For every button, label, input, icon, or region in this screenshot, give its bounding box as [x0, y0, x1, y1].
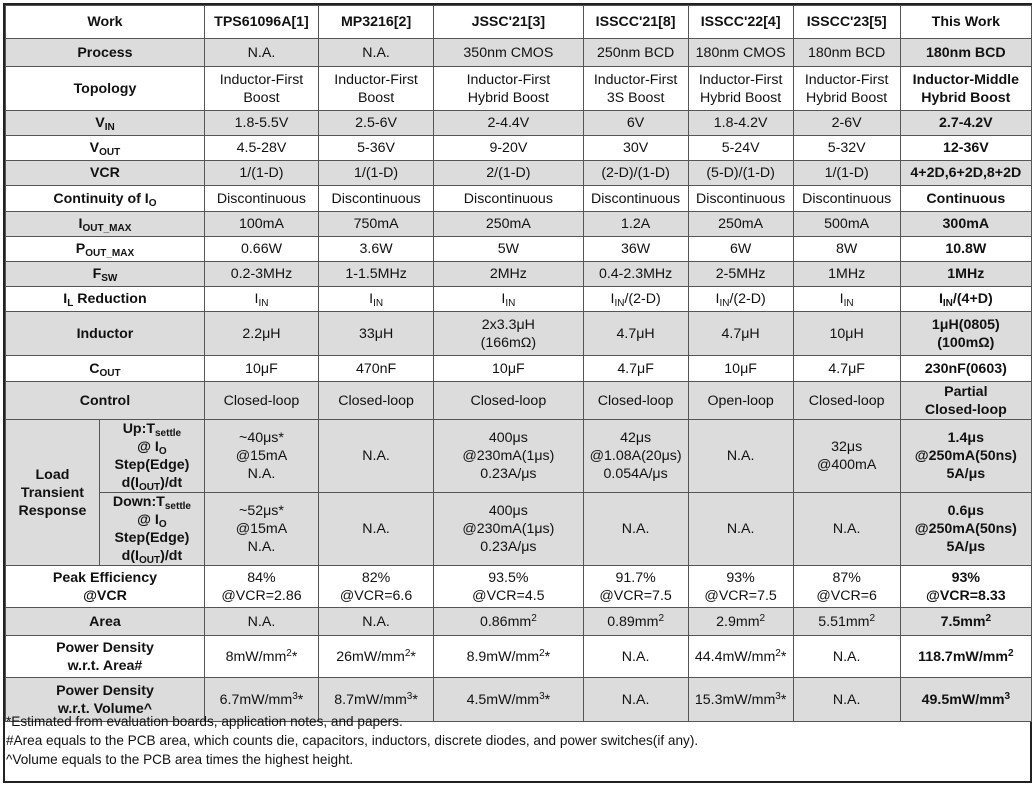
data-cell: 400μs @230mA(1μs) 0.23A/μs [434, 493, 583, 566]
data-cell: Closed-loop [434, 382, 583, 420]
superscript: 2 [531, 612, 537, 624]
data-cell: $I_{IN}$ [434, 287, 583, 312]
data-cell: 42μs @1.08A(20μs) 0.054A/μs [583, 420, 688, 493]
data-cell: $I_{IN}$ [793, 287, 900, 312]
superscript: 2 [539, 647, 545, 659]
data-cell: 470nF [319, 356, 434, 382]
data-cell: N.A. [204, 39, 318, 67]
subscript: IN [719, 298, 730, 309]
data-cell: 93% @VCR=7.5 [688, 566, 793, 608]
data-cell: 350nm CMOS [434, 39, 583, 67]
data-cell: Inductor-First Hybrid Boost [434, 67, 583, 111]
data-cell: 2-5MHz [688, 262, 793, 287]
row-label: Area [6, 608, 205, 636]
subscript: OUT [139, 555, 161, 566]
data-cell: N.A. [688, 493, 793, 566]
header-col: ISSCC'21[8] [583, 6, 688, 39]
data-cell: (2-D)/(1-D) [583, 161, 688, 186]
this-work-cell: Continuous [900, 186, 1031, 212]
superscript: 3 [1004, 690, 1010, 702]
data-cell: 9-20V [434, 136, 583, 161]
row-label: $V_{OUT}$ [6, 136, 205, 161]
data-cell: Inductor-First Hybrid Boost [688, 67, 793, 111]
header-col: This Work [900, 6, 1031, 39]
data-cell: ~40μs* @15mA N.A. [204, 420, 318, 493]
data-cell: $0.89mm^2$ [583, 608, 688, 636]
header-col: ISSCC'23[5] [793, 6, 900, 39]
this-work-cell: Inductor-Middle Hybrid Boost [900, 67, 1031, 111]
subscript: IN [104, 122, 115, 133]
superscript: 3 [539, 690, 545, 702]
data-cell: Discontinuous [793, 186, 900, 212]
data-cell: 33μH [319, 312, 434, 356]
data-cell: 1.8-4.2V [688, 111, 793, 136]
row-iout-max [6, 212, 1032, 237]
data-cell: 30V [583, 136, 688, 161]
data-cell: 10μF [204, 356, 318, 382]
data-cell: 4.7μF [793, 356, 900, 382]
data-cell: N.A. [793, 493, 900, 566]
row-label: Power Density w.r.t. Area# [6, 636, 205, 678]
header-work: Work [6, 6, 205, 39]
comparison-table [5, 5, 1032, 722]
this-work-cell: 2.7-4.2V [900, 111, 1031, 136]
header-col: JSSC'21[3] [434, 6, 583, 39]
data-cell: 0.2-3MHz [204, 262, 318, 287]
superscript: 2 [775, 647, 781, 659]
data-cell: $8.7mW/mm^3*$ [319, 678, 434, 722]
data-cell: $0.86mm^2$ [434, 608, 583, 636]
data-cell: 1-1.5MHz [319, 262, 434, 287]
subscript: IN [843, 298, 854, 309]
data-cell: $44.4mW/mm^2*$ [688, 636, 793, 678]
data-cell: 500mA [793, 212, 900, 237]
data-cell: Inductor-First 3S Boost [583, 67, 688, 111]
data-cell: Discontinuous [688, 186, 793, 212]
footnotes [6, 712, 698, 769]
row-inductor [6, 312, 1032, 356]
subscript: OUT_MAX [82, 223, 132, 234]
superscript: 2 [404, 647, 411, 659]
row-label: $P_{OUT\_MAX}$ [6, 237, 205, 262]
data-cell: 2.5-6V [319, 111, 434, 136]
data-cell: Inductor-First Boost [319, 67, 434, 111]
data-cell: (5-D)/(1-D) [688, 161, 793, 186]
this-work-cell: 180nm BCD [900, 39, 1031, 67]
data-cell: 87% @VCR=6 [793, 566, 900, 608]
subscript: IN [942, 298, 953, 309]
row-label: Topology [6, 67, 205, 111]
data-cell: N.A. [583, 636, 688, 678]
row-pout-max [6, 237, 1032, 262]
this-work-cell: 4+2D,6+2D,8+2D [900, 161, 1031, 186]
header-col: ISSCC'22[4] [688, 6, 793, 39]
data-cell: $I_{IN}$ [204, 287, 318, 312]
data-cell: $I_{IN}/(2-D)$ [583, 287, 688, 312]
this-work-cell: $7.5mm^2$ [900, 608, 1031, 636]
this-work-cell: Partial Closed-loop [900, 382, 1031, 420]
data-cell: N.A. [319, 608, 434, 636]
data-cell: N.A. [688, 420, 793, 493]
row-process [6, 39, 1032, 67]
data-cell: N.A. [204, 608, 318, 636]
this-work-cell: 12-36V [900, 136, 1031, 161]
data-cell: N.A. [793, 678, 900, 722]
data-cell: $6.7mW/mm^3*$ [204, 678, 318, 722]
row-label: $F_{SW}$ [6, 262, 205, 287]
superscript: 2 [759, 612, 766, 624]
superscript: 2 [1008, 647, 1014, 659]
row-cout [6, 356, 1032, 382]
this-work-cell: 1.4μs @250mA(50ns) 5A/μs [900, 420, 1031, 493]
data-cell: 4.7μF [583, 356, 688, 382]
data-cell: 250nm BCD [583, 39, 688, 67]
data-cell: Discontinuous [583, 186, 688, 212]
subscript: O [158, 446, 167, 457]
data-cell: 2-4.4V [434, 111, 583, 136]
data-cell: Open-loop [688, 382, 793, 420]
data-cell: 180nm BCD [793, 39, 900, 67]
subscript: O [148, 197, 157, 209]
data-cell: N.A. [319, 493, 434, 566]
subscript: IN [614, 298, 625, 309]
data-cell: 4.5-28V [204, 136, 318, 161]
data-cell: $4.5mW/mm^3*$ [434, 678, 583, 722]
superscript: 2 [985, 612, 992, 624]
data-cell: Closed-loop [204, 382, 318, 420]
footnote-estimated: *Estimated from evaluation boards, application notes, and papers. [6, 714, 403, 729]
data-cell: $15.3mW/mm^3*$ [688, 678, 793, 722]
data-cell: 10μH [793, 312, 900, 356]
data-cell: N.A. [319, 420, 434, 493]
load-transient-group-label: Load Transient Response [6, 420, 100, 566]
this-work-cell: 93% @VCR=8.33 [900, 566, 1031, 608]
data-cell: 180nm CMOS [688, 39, 793, 67]
data-cell: $8.9mW/mm^2*$ [434, 636, 583, 678]
superscript: 3 [775, 690, 781, 702]
load-transient-up-label: $Up:T_{settle}$ @ $I_O$ Step(Edge) $d(I_{OUT})/dt$ [99, 420, 204, 493]
row-vout [6, 136, 1032, 161]
data-cell: 250mA [434, 212, 583, 237]
superscript: 2 [658, 612, 664, 624]
data-cell: 1/(1-D) [793, 161, 900, 186]
row-power-density-area [6, 636, 1032, 678]
load-transient-down-label: $Down:T_{settle}$ @ $I_O$ Step(Edge) $d(I_{OUT})/dt$ [99, 493, 204, 566]
this-work-cell: $I_{IN}/(4+D)$ [900, 287, 1031, 312]
data-cell: Closed-loop [319, 382, 434, 420]
this-work-cell: 1MHz [900, 262, 1031, 287]
data-cell: 84% @VCR=2.86 [204, 566, 318, 608]
data-cell: Discontinuous [204, 186, 318, 212]
row-topology [6, 67, 1032, 111]
data-cell: 1MHz [793, 262, 900, 287]
footnote-area: #Area equals to the PCB area, which counts die, capacitors, inductors, discrete diodes, and power switches(if any). [6, 733, 699, 748]
data-cell: 4.7μH [583, 312, 688, 356]
subscript: IN [258, 298, 269, 309]
subscript: OUT [99, 367, 121, 379]
this-work-cell: $118.7mW/mm^2$ [900, 636, 1031, 678]
row-label: $V_{IN}$ [6, 111, 205, 136]
data-cell: ~52μs* @15mA N.A. [204, 493, 318, 566]
row-area [6, 608, 1032, 636]
subscript: L [67, 298, 74, 309]
data-cell: 250mA [688, 212, 793, 237]
row-label: Power Density w.r.t. Volume^ [6, 678, 205, 722]
data-cell: $I_{IN}/(2-D)$ [688, 287, 793, 312]
data-cell: Inductor-First Boost [204, 67, 318, 111]
data-cell: 2x3.3μH (166mΩ) [434, 312, 583, 356]
data-cell: 4.7μH [688, 312, 793, 356]
data-cell: 1.2A [583, 212, 688, 237]
data-cell: 2-6V [793, 111, 900, 136]
subscript: OUT [139, 482, 161, 493]
superscript: 2 [869, 612, 876, 624]
superscript: 3 [292, 690, 298, 702]
data-cell: Inductor-First Hybrid Boost [793, 67, 900, 111]
data-cell: 6V [583, 111, 688, 136]
superscript: 2 [286, 647, 292, 659]
this-work-cell: 300mA [900, 212, 1031, 237]
superscript: 3 [406, 690, 413, 702]
row-control [6, 382, 1032, 420]
this-work-cell: 230nF(0603) [900, 356, 1031, 382]
subscript: OUT_MAX [85, 248, 135, 259]
data-cell: 36W [583, 237, 688, 262]
data-cell: $5.51mm^2$ [793, 608, 900, 636]
row-load-transient-up [6, 420, 1032, 493]
data-cell: N.A. [319, 39, 434, 67]
subscript: O [158, 519, 167, 530]
subscript: IN [373, 298, 384, 309]
row-il-reduction [6, 287, 1032, 312]
this-work-cell: 0.6μs @250mA(50ns) 5A/μs [900, 493, 1031, 566]
data-cell: N.A. [583, 493, 688, 566]
row-load-transient-down [6, 493, 1032, 566]
data-cell: $8mW/mm^2*$ [204, 636, 318, 678]
data-cell: 100mA [204, 212, 318, 237]
data-cell: 5-32V [793, 136, 900, 161]
subscript: SW [101, 273, 118, 284]
data-cell: 0.4-2.3MHz [583, 262, 688, 287]
data-cell: 1.8-5.5V [204, 111, 318, 136]
data-cell: Discontinuous [319, 186, 434, 212]
row-label: Inductor [6, 312, 205, 356]
header-col: TPS61096A[1] [204, 6, 318, 39]
row-label: $C_{OUT}$ [6, 356, 205, 382]
data-cell: 5-36V [319, 136, 434, 161]
data-cell: 0.66W [204, 237, 318, 262]
data-cell: Discontinuous [434, 186, 583, 212]
this-work-cell: 10.8W [900, 237, 1031, 262]
data-cell: $26mW/mm^2*$ [319, 636, 434, 678]
row-label: Continuity of $I_O$ [6, 186, 205, 212]
data-cell: 93.5% @VCR=4.5 [434, 566, 583, 608]
data-cell: 10μF [434, 356, 583, 382]
data-cell: 400μs @230mA(1μs) 0.23A/μs [434, 420, 583, 493]
subscript: settle [155, 428, 182, 439]
row-label: Peak Efficiency @VCR [6, 566, 205, 608]
row-label: $I_L$ Reduction [6, 287, 205, 312]
data-cell: Closed-loop [793, 382, 900, 420]
header-col: MP3216[2] [319, 6, 434, 39]
row-label: $I_{OUT\_MAX}$ [6, 212, 205, 237]
data-cell: 10μF [688, 356, 793, 382]
row-label: Control [6, 382, 205, 420]
this-work-cell: 1μH(0805) (100mΩ) [900, 312, 1031, 356]
data-cell: $I_{IN}$ [319, 287, 434, 312]
data-cell: 3.6W [319, 237, 434, 262]
data-cell: 2MHz [434, 262, 583, 287]
footnote-volume: ^Volume equals to the PCB area times the highest height. [6, 752, 354, 767]
data-cell: N.A. [793, 636, 900, 678]
data-cell: 5-24V [688, 136, 793, 161]
data-cell: 8W [793, 237, 900, 262]
data-cell: 6W [688, 237, 793, 262]
row-peak-efficiency [6, 566, 1032, 608]
row-label: Process [6, 39, 205, 67]
data-cell: 82% @VCR=6.6 [319, 566, 434, 608]
row-label: VCR [6, 161, 205, 186]
row-vcr [6, 161, 1032, 186]
subscript: OUT [99, 147, 121, 158]
header-row [6, 6, 1032, 39]
data-cell: Closed-loop [583, 382, 688, 420]
data-cell: N.A. [583, 678, 688, 722]
data-cell: 5W [434, 237, 583, 262]
row-continuity [6, 186, 1032, 212]
row-fsw [6, 262, 1032, 287]
data-cell: 2/(1-D) [434, 161, 583, 186]
data-cell: $2.9mm^2$ [688, 608, 793, 636]
subscript: IN [505, 298, 516, 309]
row-vin [6, 111, 1032, 136]
this-work-cell: $49.5mW/mm^3$ [900, 678, 1031, 722]
data-cell: 2.2μH [204, 312, 318, 356]
subscript: settle [164, 501, 191, 512]
data-cell: 91.7% @VCR=7.5 [583, 566, 688, 608]
data-cell: 32μs @400mA [793, 420, 900, 493]
data-cell: 1/(1-D) [204, 161, 318, 186]
data-cell: 1/(1-D) [319, 161, 434, 186]
comparison-table-frame [3, 3, 1032, 783]
data-cell: 750mA [319, 212, 434, 237]
